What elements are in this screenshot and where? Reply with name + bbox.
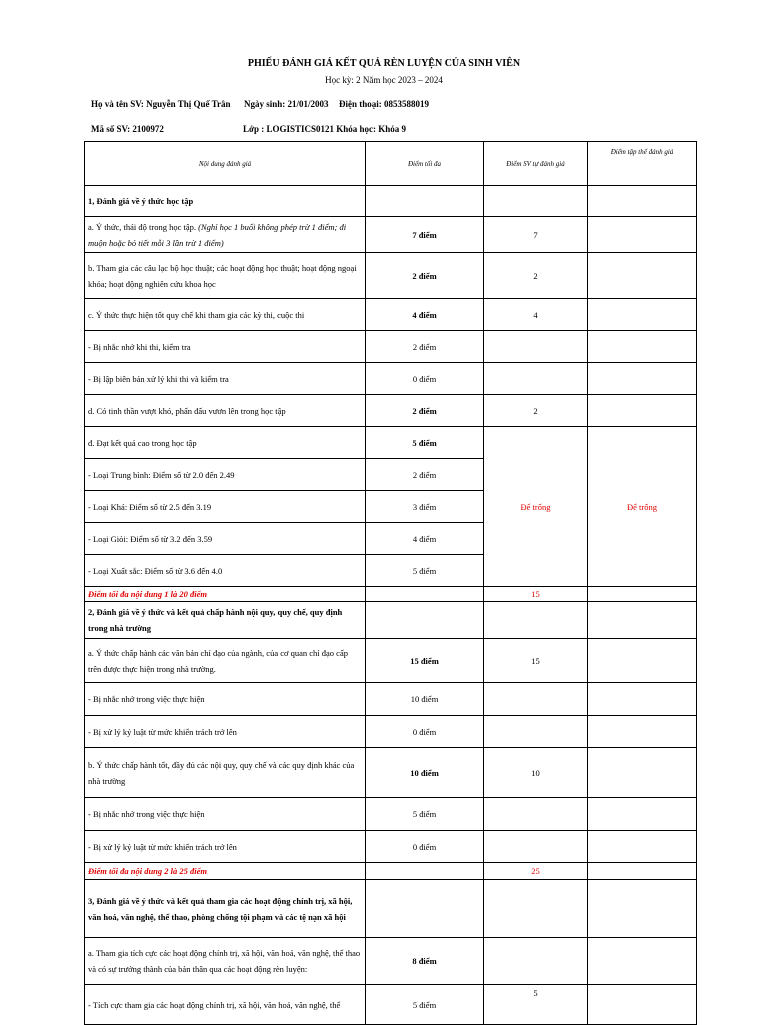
table-row bbox=[85, 602, 697, 639]
subtotal-label: Điểm tối đa nội dung 2 là 25 điểm bbox=[85, 863, 366, 880]
subtotal-row bbox=[85, 587, 697, 602]
table-row bbox=[85, 831, 697, 863]
max-score: 0 điểm bbox=[366, 363, 484, 395]
student-name: Họ và tên SV: Nguyễn Thị Quế Trân bbox=[91, 99, 231, 109]
table-row bbox=[85, 716, 697, 748]
criterion-text: b. Tham gia các câu lạc bộ học thuật; các hoạt động học thuật; hoạt động ngoại khóa; hoạt động nghiên cứu khoa học bbox=[88, 262, 357, 289]
max-score: 15 điểm bbox=[366, 639, 484, 683]
self-score: 7 bbox=[484, 217, 588, 253]
self-score: 2 bbox=[484, 253, 588, 299]
criterion-text: - Loại Giỏi: Điểm số từ 3.2 đến 3.59 bbox=[85, 523, 366, 555]
table-row bbox=[85, 363, 697, 395]
max-score: 8 điểm bbox=[366, 938, 484, 985]
section-title-text: 2, Đánh giá về ý thức và kết quả chấp hành nội quy, quy chế, quy định trong nhà trường bbox=[88, 607, 343, 633]
max-score: 3 điểm bbox=[366, 491, 484, 523]
max-score: 10 điểm bbox=[366, 748, 484, 798]
criterion-text: - Bị xử lý kỷ luật từ mức khiển trách trở lên bbox=[85, 716, 366, 748]
max-score: 0 điểm bbox=[366, 716, 484, 748]
table-row bbox=[85, 253, 697, 299]
col-header-max: Điểm tối đa bbox=[366, 142, 484, 186]
table-row bbox=[85, 217, 697, 253]
max-score: 7 điểm bbox=[366, 217, 484, 253]
max-score: 2 điểm bbox=[366, 395, 484, 427]
max-score: 4 điểm bbox=[366, 523, 484, 555]
criterion-text: d. Có tinh thần vượt khó, phấn đấu vươn lên trong học tập bbox=[85, 395, 366, 427]
max-score: 2 điểm bbox=[366, 253, 484, 299]
self-score-blank: Để trống bbox=[484, 427, 588, 587]
table-row bbox=[85, 938, 697, 985]
table-row bbox=[85, 683, 697, 716]
criterion-text: b. Ý thức chấp hành tốt, đầy đủ các nội quy, quy chế và các quy định khác của nhà trường bbox=[88, 759, 355, 786]
table-header-row bbox=[85, 142, 697, 186]
evaluation-table bbox=[84, 141, 697, 1025]
criterion-text: a. Ý thức chấp hành các văn bản chỉ đạo của ngành, của cơ quan chỉ đạo cấp trên được thực hiện trong nhà trường. bbox=[88, 647, 348, 674]
criterion-cell bbox=[85, 639, 366, 683]
criterion-text: - Bị xử lý kỷ luật từ mức khiển trách trở lên bbox=[85, 831, 366, 863]
criterion-text: a. Tham gia tích cực các hoạt động chính trị, xã hội, văn hoá, văn nghệ, thể thao và có sự trưởng thành của bản thân qua các hoạt động rèn luyện: bbox=[88, 948, 361, 974]
table-row bbox=[85, 798, 697, 831]
table-row bbox=[85, 748, 697, 798]
criterion-cell bbox=[85, 938, 366, 985]
subtotal-row bbox=[85, 863, 697, 880]
table-row bbox=[85, 427, 697, 459]
criterion-text: - Loại Xuất sắc: Điểm số từ 3.6 đến 4.0 bbox=[85, 555, 366, 587]
col-header-group: Điểm tập thể đánh giá bbox=[588, 142, 697, 186]
criterion-cell bbox=[85, 748, 366, 798]
subtotal-self: 15 bbox=[484, 587, 588, 602]
criterion-text: - Bị nhắc nhở trong việc thực hiện bbox=[85, 798, 366, 831]
self-score: 15 bbox=[484, 639, 588, 683]
table-row bbox=[85, 395, 697, 427]
max-score: 0 điểm bbox=[366, 831, 484, 863]
col-header-content: Nội dung đánh giá bbox=[85, 142, 366, 186]
max-score: 4 điểm bbox=[366, 299, 484, 331]
subtotal-label: Điểm tối đa nội dung 1 là 20 điểm bbox=[85, 587, 366, 602]
criterion-text: - Bị lập biên bản xử lý khi thi và kiểm tra bbox=[85, 363, 366, 395]
table-row bbox=[85, 985, 697, 1025]
max-score: 5 điểm bbox=[366, 555, 484, 587]
self-score: 2 bbox=[484, 395, 588, 427]
table-row bbox=[85, 186, 697, 217]
table-row bbox=[85, 639, 697, 683]
max-score: 5 điểm bbox=[366, 798, 484, 831]
self-score: 5 bbox=[484, 985, 588, 1025]
criterion-cell bbox=[85, 253, 366, 299]
subtotal-self: 25 bbox=[484, 863, 588, 880]
max-score: 2 điểm bbox=[366, 459, 484, 491]
self-score: 4 bbox=[484, 299, 588, 331]
max-score: 2 điểm bbox=[366, 331, 484, 363]
max-score: 5 điểm bbox=[366, 985, 484, 1025]
col-header-self: Điểm SV tự đánh giá bbox=[484, 142, 588, 186]
criterion-text: a. Ý thức, thái độ trong học tập. bbox=[88, 221, 199, 232]
criterion-text: - Loại Khá: Điểm số từ 2.5 đến 3.19 bbox=[85, 491, 366, 523]
criterion-note: (Nghỉ học 1 buổi không phép trừ 1 điểm; đi muộn hoặc bỏ tiết mỗi 3 lần trừ 1 điểm) bbox=[88, 221, 347, 248]
table-row bbox=[85, 880, 697, 938]
semester-line: Học kỳ: 2 Năm học 2023 – 2024 bbox=[325, 75, 443, 85]
section-title bbox=[85, 602, 366, 639]
section-title bbox=[85, 880, 366, 938]
student-phone: Điện thoại: 0853588019 bbox=[339, 99, 429, 109]
student-dob: Ngày sinh: 21/01/2003 bbox=[244, 99, 329, 109]
student-id: Mã số SV: 2100972 bbox=[91, 124, 164, 134]
criterion-text: - Bị nhắc nhở trong việc thực hiện bbox=[85, 683, 366, 716]
criterion-text: - Bị nhắc nhở khi thi, kiểm tra bbox=[85, 331, 366, 363]
criterion-cell bbox=[85, 217, 366, 253]
section-title-text: 3, Đánh giá về ý thức và kết quả tham gia các hoạt động chính trị, xã hội, văn hoá, văn nghệ, thể thao, phòng chống tội phạm và các tệ nạn xã hội bbox=[88, 895, 353, 922]
criterion-text: - Loại Trung bình: Điểm số từ 2.0 đến 2.49 bbox=[85, 459, 366, 491]
form-title: PHIẾU ĐÁNH GIÁ KẾT QUẢ RÈN LUYỆN CỦA SINH VIÊN bbox=[247, 58, 521, 69]
criterion-text: c. Ý thức thực hiện tốt quy chế khi tham gia các kỳ thi, cuộc thi bbox=[85, 299, 366, 331]
criterion-text: đ. Đạt kết quả cao trong học tập bbox=[85, 427, 366, 459]
max-score: 5 điểm bbox=[366, 427, 484, 459]
self-score: 10 bbox=[484, 748, 588, 798]
student-class: Lớp : LOGISTICS0121 Khóa học: Khóa 9 bbox=[243, 124, 407, 134]
section-title: 1, Đánh giá về ý thức học tập bbox=[85, 186, 366, 217]
table-row bbox=[85, 331, 697, 363]
criterion-text: - Tích cực tham gia các hoạt động chính trị, xã hội, văn hoá, văn nghệ, thể bbox=[85, 985, 366, 1025]
group-score-blank: Để trống bbox=[588, 427, 697, 587]
table-row bbox=[85, 299, 697, 331]
max-score: 10 điểm bbox=[366, 683, 484, 716]
